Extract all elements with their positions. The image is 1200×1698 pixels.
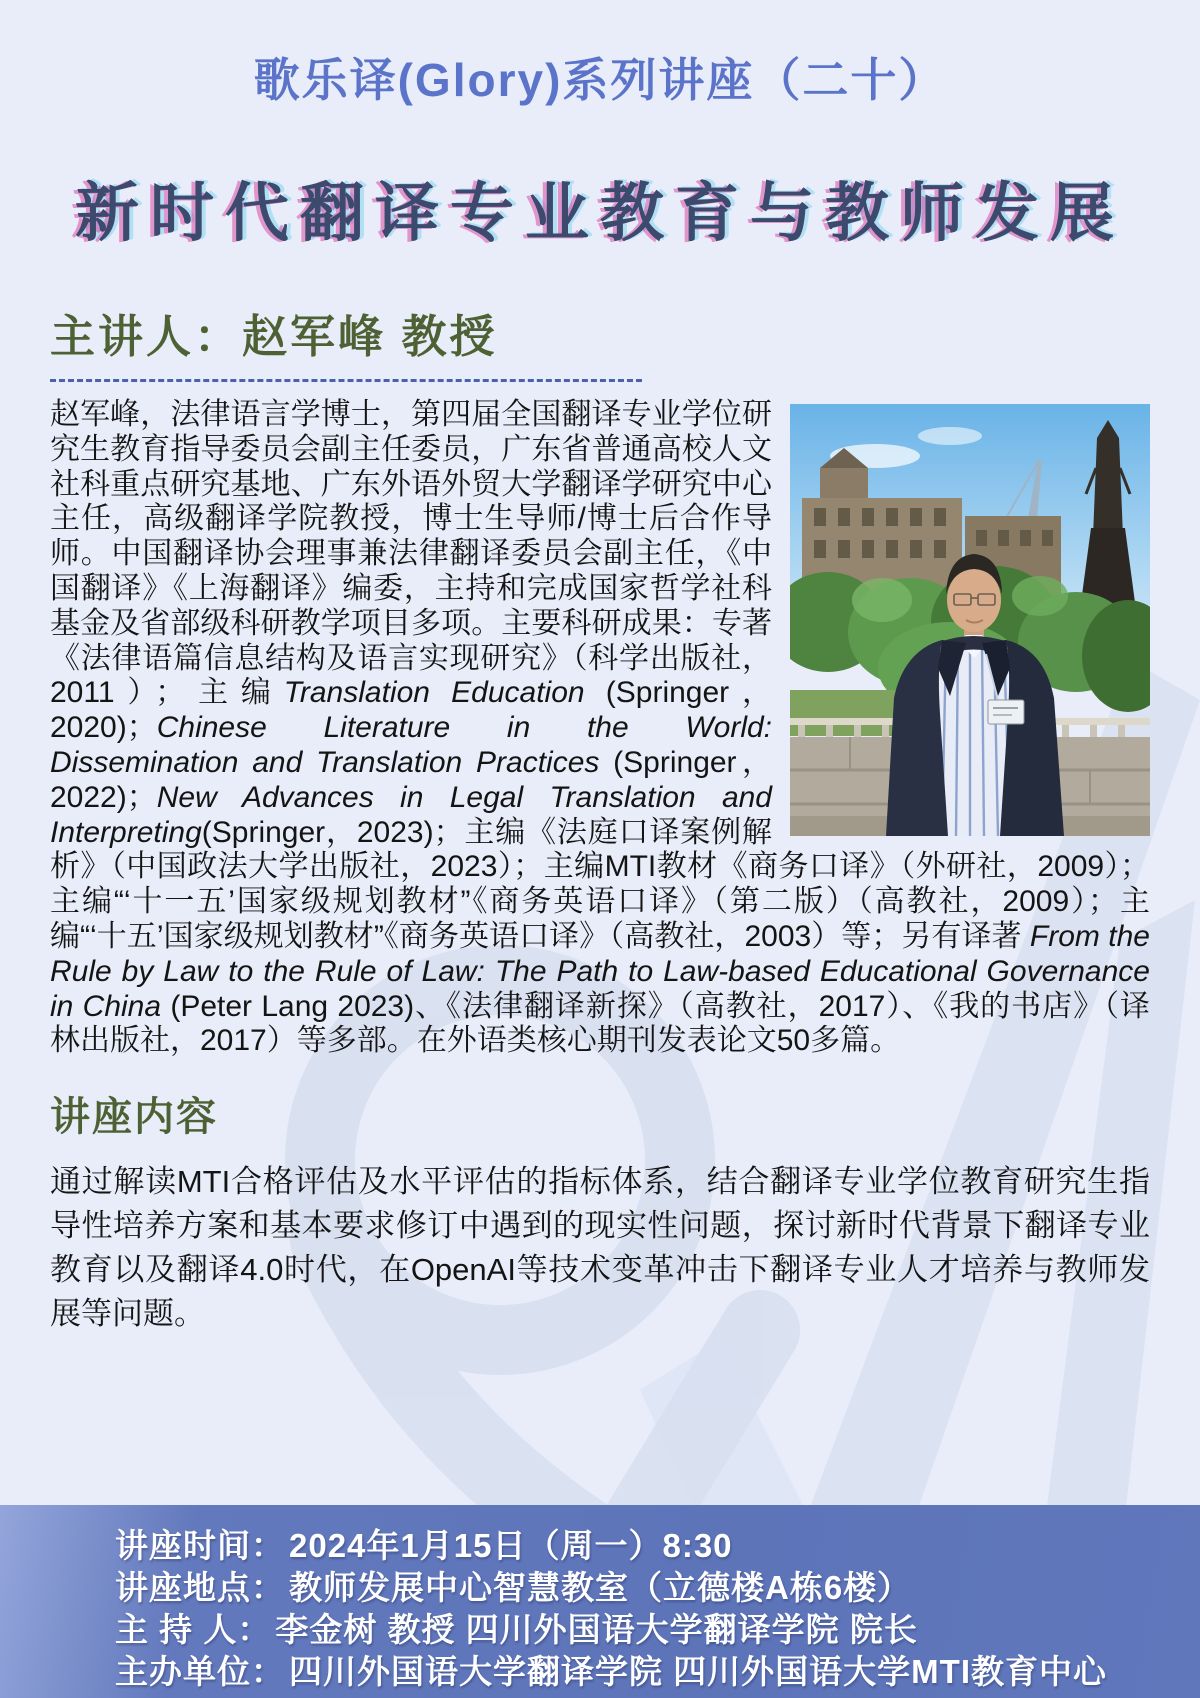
footer-value-organizer: 四川外国语大学翻译学院 四川外国语大学MTI教育中心 [289,1653,1107,1690]
footer-value-host: 李金树 教授 四川外国语大学翻译学院 院长 [275,1611,918,1648]
footer-row-time [115,1525,1200,1567]
footer-info-bar [0,1505,1200,1698]
speaker-photo [790,404,1150,836]
footer-value-location: 教师发展中心智慧教室（立德楼A栋6楼） [289,1569,912,1606]
speaker-bio-text: 赵军峰，法律语言学博士，第四届全国翻译专业学位研究生教育指导委员会副主任委员，广东省普通高校人文社科重点研究基地、广东外语外贸大学翻译学研究中心主任，高级翻译学院教授，博士生导师/博士后合作导师。中国翻译协会理事兼法律翻译委员会副主任，《中国翻译》《上海翻译》编委，主持和完成国家哲学社科基金及省部级科研教学项目多项。主要科研成果：专著《法律语篇信息结构及语言实现研究》（科学出版社，2011）；主编Translation Education (Springer，2020)；Chinese Literature in the World: Dissemination and Translation Practices (Springer，2022)；New Advances in Legal Translation and Interpreting(Springer，2023)；主编《法庭口译案例解析》（中国政法大学出版社，2023）；主编MTI教材《商务口译》（外研社，2009）；主编“‘十一五’国家级规划教材”《商务英语口译》（第二版）（高教社，2009）；主编“‘十五’国家级规划教材”《商务英语口译》（高教社，2003）等；另有译著 From the Rule by Law to the Rule of Law: The Path to Law-based Educational Governance in China (Peter Lang 2023)、《法律翻译新探》（高教社，2017）、《我的书店》（译林出版社，2017）等多部。在外语类核心期刊发表论文50多篇。 [50,398,1150,1058]
footer-label-location: 讲座地点： [115,1569,285,1606]
footer-row-host [115,1609,1200,1651]
footer-label-time: 讲座时间： [115,1527,285,1564]
series-title: 歌乐译(Glory)系列讲座（二十） [253,54,947,106]
speaker-heading: 主讲人：赵军峰 教授 [50,311,498,362]
dashed-divider [50,379,642,382]
footer-label-host: 主 持 人： [115,1611,272,1648]
lecture-content-text: 通过解读MTI合格评估及水平评估的指标体系，结合翻译专业学位教育研究生指导性培养方案和基本要求修订中遇到的现实性问题，探讨新时代背景下翻译专业教育以及翻译4.0时代，在OpenAI等技术变革冲击下翻译专业人才培养与教师发展等问题。 [50,1164,1150,1332]
footer-value-time: 2024年1月15日（周一）8:30 [289,1527,733,1564]
speaker-bio-section [50,398,1150,1059]
footer-row-location [115,1567,1200,1609]
lecture-content-heading: 讲座内容 [50,1095,218,1140]
footer-label-organizer: 主办单位： [115,1653,285,1690]
footer-row-organizer [115,1651,1200,1693]
main-title: 新时代翻译专业教育与教师发展 [75,177,1125,249]
speaker-photo-illustration [790,404,1150,836]
